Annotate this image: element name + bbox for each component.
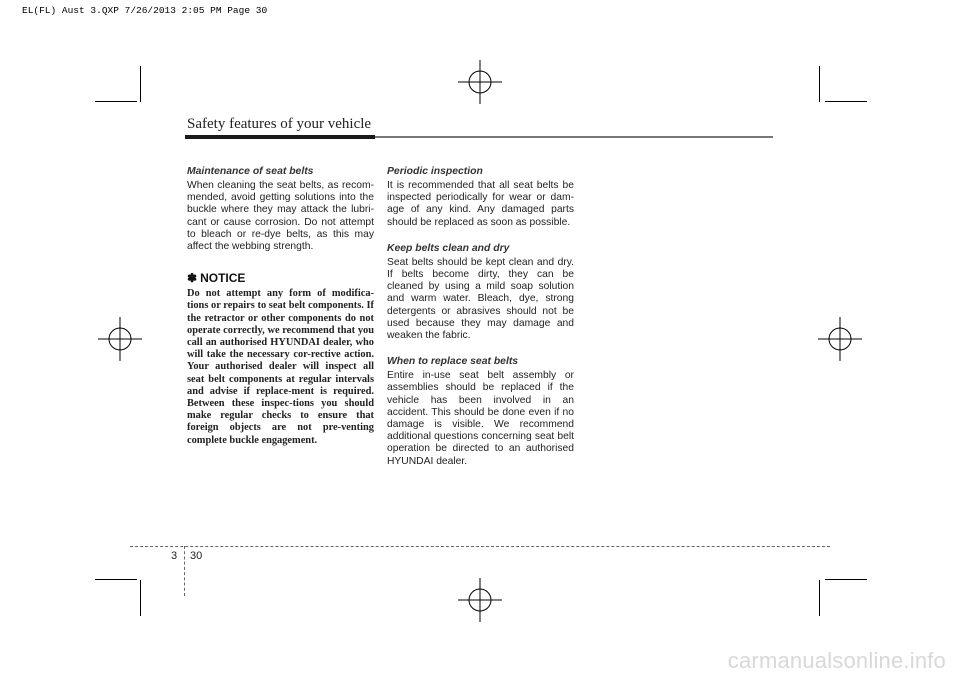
page-number: 30 <box>190 550 203 562</box>
section-body-periodic-inspection: It is recommended that all seat belts be inspected periodically for wear or dam-age of any kind. Any damaged parts should be replaced as soon as possible. <box>387 180 574 228</box>
chapter-number: 3 <box>171 550 178 562</box>
section-heading-maintenance: Maintenance of seat belts <box>187 166 314 177</box>
section-heading-keep-belts-clean: Keep belts clean and dry <box>387 242 510 254</box>
site-watermark: carmanualsonline.info <box>727 648 946 673</box>
notice-star-icon: ✽ <box>187 271 198 286</box>
page-header-title: Safety features of your vehicle <box>187 116 372 132</box>
section-heading-when-to-replace: When to replace seat belts <box>387 356 519 368</box>
left-column <box>187 166 374 447</box>
header-rule-light <box>375 136 773 138</box>
registration-mark-right-icon <box>816 316 862 362</box>
notice-title: NOTICE <box>200 271 246 286</box>
notice-body: Do not attempt any form of modifica-tions or repairs to seat belt components. If the retractor or other components do not operate correctly, we recommend that you call an authorised HYUNDAI dealer, who will take the necessary cor-rective action. Your authorised dealer will inspect all seat belt components at regular intervals and advise if replace-ment is required. Between these inspec-tions you should make regular checks to ensure that foreign objects are not pre-venting complete buckle engagement. <box>187 288 374 446</box>
footer-dashed-rule <box>130 546 830 547</box>
registration-mark-left-icon <box>98 316 144 362</box>
section-body-when-to-replace: Entire in-use seat belt assembly or assemblies should be replaced if the vehicle has been involved in an accident. This should be done even if no damage is visible. We recommend additional questions concerning seat belt operation be directed to an authorised HYUNDAI dealer. <box>387 370 574 467</box>
footer-dashed-divider <box>184 546 185 596</box>
header-rule-dark <box>185 135 375 139</box>
print-slug: EL(FL) Aust 3.QXP 7/26/2013 2:05 PM Page 30 <box>22 5 268 16</box>
section-heading-periodic-inspection: Periodic inspection <box>387 166 483 177</box>
right-column <box>387 166 574 468</box>
section-body-keep-belts-clean: Seat belts should be kept clean and dry. If belts become dirty, they can be cleaned by using a mild soap solution and warm water. Bleach, dye, strong detergents or abrasives should not be used because they may damage and weaken the fabric. <box>387 256 574 342</box>
notice-heading <box>187 271 374 285</box>
registration-mark-bottom-icon <box>455 578 505 622</box>
registration-mark-top-icon <box>455 60 505 104</box>
section-body-maintenance: When cleaning the seat belts, as recom-mended, avoid getting solutions into the buckle where they may attack the lubri-cant or cause corrosion. Do not attempt to bleach or re-dye belts, as this may affect the webbing strength. <box>187 180 374 253</box>
